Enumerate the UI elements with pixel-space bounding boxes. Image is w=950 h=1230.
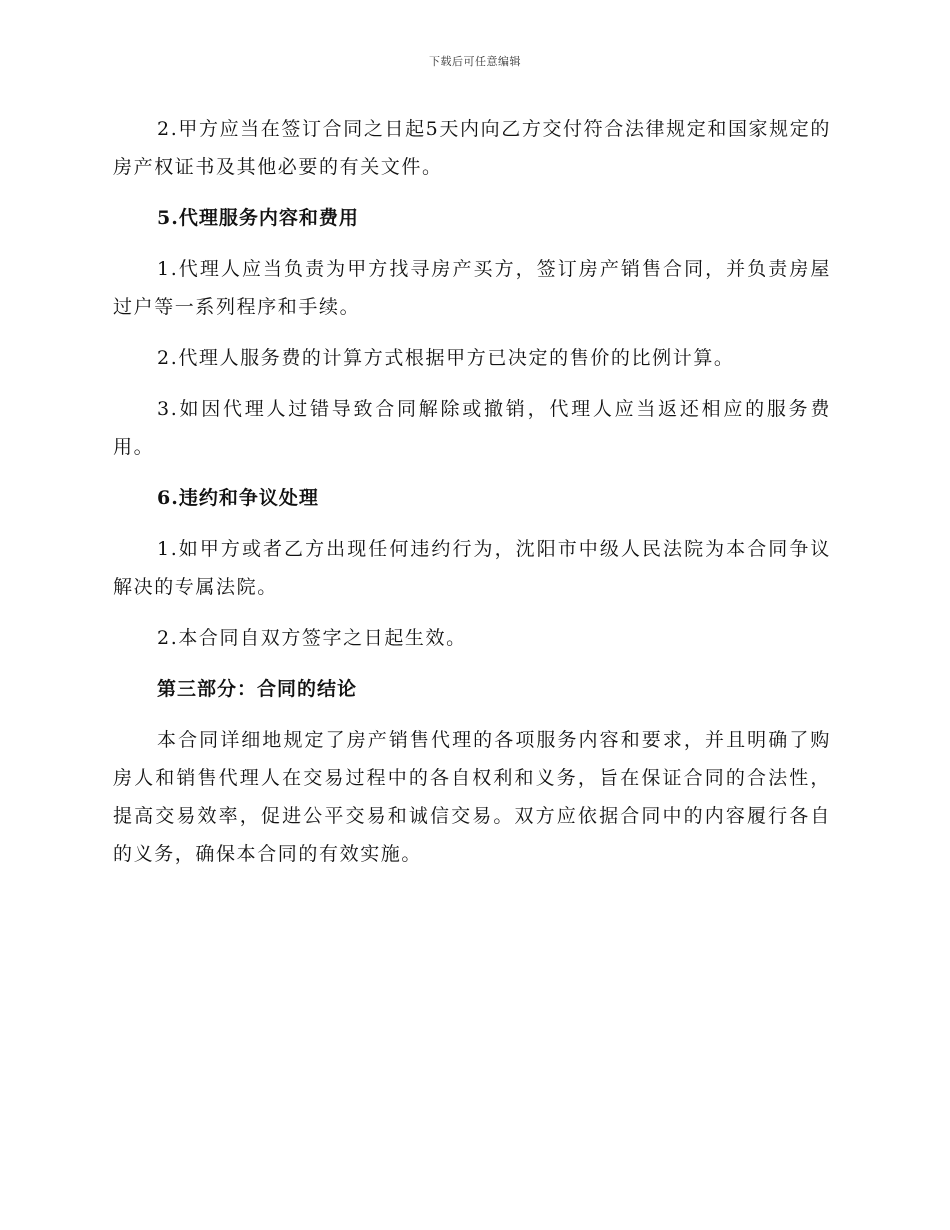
paragraph: 2.甲方应当在签订合同之日起5天内向乙方交付符合法律规定和国家规定的房产权证书及其他必要的有关文件。: [113, 118, 831, 178]
section-heading: 5.代理服务内容和费用: [157, 207, 359, 229]
paragraph: 2.本合同自双方签字之日起生效。: [157, 627, 467, 649]
paragraph: 本合同详细地规定了房产销售代理的各项服务内容和要求，并且明确了购房人和销售代理人在交易过程中的各自权利和义务，旨在保证合同的合法性，提高交易效率，促进公平交易和诚信交易。双方应依据合同中的内容履行各自的义务，确保本合同的有效实施。: [113, 729, 831, 865]
paragraph: 1.代理人应当负责为甲方找寻房产买方，签订房产销售合同，并负责房屋过户等一系列程序和手续。: [113, 258, 831, 318]
paragraph: 3.如因代理人过错导致合同解除或撤销，代理人应当返还相应的服务费用。: [113, 398, 831, 458]
paragraph: 1.如甲方或者乙方出现任何违约行为，沈阳市中级人民法院为本合同争议解决的专属法院。: [113, 538, 831, 598]
section-heading: 6.违约和争议处理: [157, 487, 319, 509]
document-body: [113, 110, 831, 886]
section-heading: 第三部分：合同的结论: [157, 678, 358, 700]
page-header: 下载后可任意编辑: [429, 55, 521, 68]
paragraph: 2.代理人服务费的计算方式根据甲方已决定的售价的比例计算。: [157, 347, 735, 369]
